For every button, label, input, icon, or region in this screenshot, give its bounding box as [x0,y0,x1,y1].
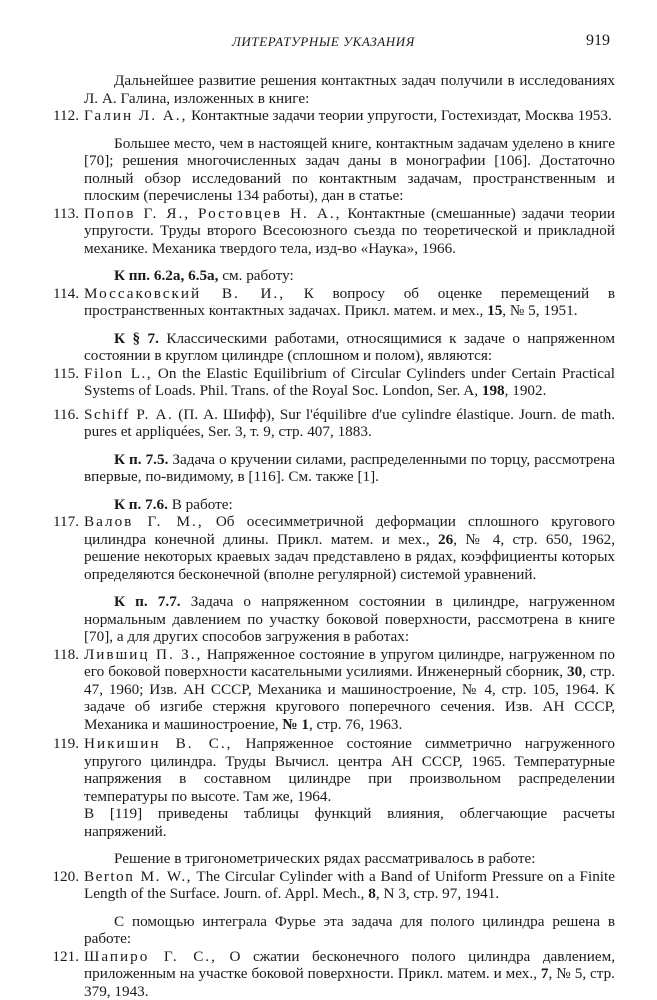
reference-number: 116. [52,405,79,423]
reference-number: 113. [52,204,79,222]
reference-number: 115. [52,364,79,382]
reference-number: 118. [52,645,79,663]
reference-number: 121. [52,947,79,965]
reference-text: Об осесимметричной деформации сплошного кругового цилиндра конечной длины. Прикл. матем. и мех., [84,513,615,548]
paragraph: С помощью интеграла Фурье эта задача для полого цилиндра решена в работе: [84,912,615,947]
reference-text: Контактные (смешанные) задачи теории упругости. Труды второго Всесоюзного съезда по теоретической и прикладной механике. Механика твердого тела, изд-во «Наука», 1966. [84,204,616,257]
reference-text: К вопросу об оценке перемещений в пространственных контактных задачах. Прикл. матем. и мех., [84,284,615,319]
issue-number: № 1 [282,715,309,733]
reference-text: Напряженное состояние в упругом цилиндре, нагруженном по его боковой поверхности касательными усилиями. Инженерный сборник, [84,645,615,680]
reference-text: The Circular Cylinder with a Band of Uniform Pressure on a Finite Length of the Surface. Journ. of. Appl. Mech., [84,867,615,902]
reference-text-mid: , стр. 47, 1960; Изв. АН СССР, Механика и машиностроение, № 4, стр. 105, 1964. К задаче об изгибе стержня кругового поперечного сечения. Изв. АН СССР, Механика и машиностроение, [84,663,615,733]
reference-text: (П. А. Шифф), Sur l'équilibre d'ue cylindre élastique. Journ. de math. pures et appliquées, Ser. 3, т. 9, стр. 407, 1883. [84,405,615,440]
reference-text: О сжатии бесконечного полого цилиндра давлением, приложенным на участке боковой поверхности. Прикл. матем. и мех., [84,947,615,982]
reference-author: Schiff P. A. [84,405,174,423]
reference-author: Никишин В. С., [84,735,233,752]
reference-112 [52,107,615,125]
reference-120 [52,867,615,903]
volume: 7 [540,965,549,982]
volume: 198 [481,382,505,399]
page-body [0,72,657,1000]
paragraph [84,593,615,646]
page-number: 919 [586,32,610,49]
reference-author: Галин Л. А., [84,107,188,124]
running-title: ЛИТЕРАТУРНЫЕ УКАЗАНИЯ [232,34,415,49]
reference-number: 114. [52,284,79,302]
volume: 8 [368,885,376,902]
paragraph-text: Задача о напряженном состоянии в цилиндре, нагруженном нормальным давлением по участку боковой поверхности, рассмотрена в книге [70], а для других способов загружения в работах: [84,593,615,645]
volume: 30 [567,663,583,680]
reference-number: 117. [52,513,79,530]
volume: 15 [487,302,503,319]
reference-121 [52,947,615,1000]
reference-113 [52,204,616,258]
section-ref: К п. 7.5. [114,450,169,468]
paragraph-text: Классическими работами, относящимися к задаче о напряженном состоянии в круглом цилиндре (сплошном и полом), являются: [84,329,615,364]
paragraph: Дальнейшее развитие решения контактных задач получили в исследованиях Л. А. Галина, изложенных в книге: [84,72,615,107]
reference-text: On the Elastic Equilibrium of Circular Cylinders under Certain Practical Systems of Loads. Phil. Trans. of the Royal Soc. London, Ser. A, [84,364,615,399]
paragraph [84,267,615,285]
reference-tail: , N 3, стр. 97, 1941. [375,885,500,902]
paragraph-text: Задача о кручении силами, распределенными по торцу, рассмотрена впервые, по-видимому, в [116]. См. также [1]. [84,450,616,485]
reference-114 [52,284,615,320]
reference-author: Моссаковский В. И., [84,284,286,302]
reference-116 [52,405,615,441]
reference-note: В [119] приведены таблицы функций влияния, облегчающие расчеты напряжений. [84,805,615,840]
reference-tail: , 1902. [504,382,547,399]
paragraph-text: В работе: [167,495,233,513]
section-ref: К п. 7.6. [114,495,168,513]
reference-tail: , № 4, стр. 650, 1962, решение некоторых краевых задач представлено в рядах, коэффициенты которых определяются бесконечной (вполне регулярной) системой уравнений. [84,530,615,583]
paragraph-text: см. работу: [218,267,294,284]
reference-number: 120. [52,867,79,885]
reference-author: Лившиц П. З., [84,645,203,663]
reference-tail: , стр. 76, 1963. [308,715,403,733]
section-ref: К пп. 6.2а, 6.5а, [114,267,219,284]
volume: 26 [438,530,454,548]
reference-118 [52,645,615,734]
reference-text: Напряженное состояние симметрично нагруженного упругого цилиндра. Труды Вычисл. центра АН СССР, 1965. Температурные напряжения в составном цилиндре при произвольном распределении температуры по высоте. Там же, 1964. [84,735,615,805]
reference-author: Шапиро Г. С., [84,947,217,965]
section-ref: К § 7. [114,329,159,347]
reference-author: Berton M. W., [84,867,192,885]
reference-117 [52,513,615,583]
page-header [0,34,657,54]
reference-tail: , № 5, стр. 379, 1943. [84,965,615,1000]
reference-author: Попов Г. Я., Ростовцев Н. А., [84,204,342,222]
paragraph [84,496,615,514]
reference-number: 119. [52,735,79,752]
reference-115 [52,364,615,400]
paragraph: Большее место, чем в настоящей книге, контактным задачам уделено в книге [70]; решения многочисленных задач даны в монографии [106]. Достаточно полный обзор исследований по контактным задачам, пространственным и плоским (перечислены 134 работы), дан в статье: [84,134,615,204]
reference-author: Валов Г. М., [84,513,204,530]
paragraph [84,451,615,486]
reference-119 [52,735,615,840]
paragraph [84,330,615,365]
reference-number: 112. [52,107,79,124]
reference-author: Filon L., [84,364,153,382]
reference-text: Контактные задачи теории упругости, Гостехиздат, Москва 1953. [187,107,612,124]
reference-tail: , № 5, 1951. [502,302,578,319]
paragraph: Решение в тригонометрических рядах рассматривалось в работе: [114,850,536,867]
section-ref: К п. 7.7. [114,593,181,610]
